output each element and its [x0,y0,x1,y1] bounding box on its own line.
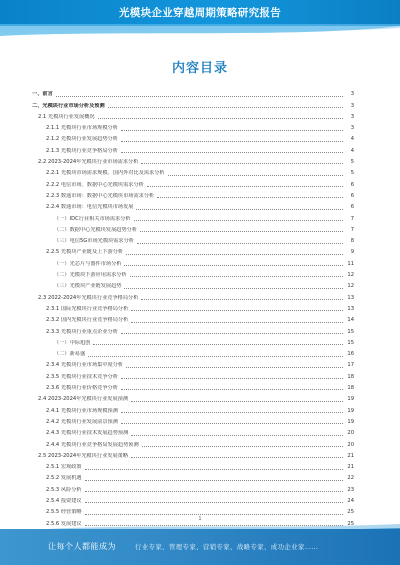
toc-entry[interactable] [32,268,354,279]
toc-entry-label: （二）新易盛 [54,351,86,358]
toc-entry-page: 9 [350,249,354,256]
toc-dot-leader [124,265,343,266]
toc-entry-label: 一、前言 [32,91,53,98]
toc-entry-label: 2.2.2 电信市场、数据中心光模块需求分析 [46,181,144,188]
toc-entry-page: 25 [347,509,354,516]
toc-entry-page: 13 [347,305,354,312]
toc-entry[interactable] [32,471,354,482]
toc-dot-leader [140,231,343,232]
toc-entry[interactable] [32,426,354,437]
toc-dot-leader [56,96,343,97]
toc-entry-label: 2.3.5 光模块行业技术竞争分析 [46,373,118,380]
toc-entry-label: 2.3.4 光模块行业市场集中度分析 [46,362,124,369]
toc-entry-label: 2.2.4 数通市场：电信光模块市场发展 [46,204,134,211]
toc-entry[interactable] [32,98,354,109]
toc-entry-page: 3 [350,102,354,109]
toc-dot-leader [141,163,343,164]
toc-entry[interactable] [32,223,354,234]
toc-entry-page: 19 [347,418,354,425]
toc-entry[interactable] [32,200,354,211]
toc-entry-label: 2.1.3 光模块行业竞争格局分析 [46,147,118,154]
toc-entry-label: （二）数据中心光模块发展趋势分析 [54,226,138,233]
toc-entry[interactable] [32,155,354,166]
toc-dot-leader [136,209,343,210]
toc-entry[interactable] [32,403,354,414]
toc-entry-label: 2.4.4 光模块行业竞争格局发展趋势预测 [46,441,139,448]
toc-dot-leader [131,457,343,458]
toc-entry-label: 2.5.1 宏观政策 [46,464,82,471]
toc-entry[interactable] [32,347,354,358]
toc-entry-page: 20 [347,441,354,448]
toc-entry-page: 7 [350,215,354,222]
toc-entry-label: 2.5.6 发展建议 [46,520,82,527]
toc-dot-leader [131,401,343,402]
toc-entry-label: 2.4.1 光模块行业市场规模预测 [46,407,118,414]
toc-entry-page: 12 [347,272,354,279]
footer-slogan: 让每个人都能成为 [48,542,116,551]
toc-title: 内容目录 [171,61,228,76]
toc-entry[interactable] [32,415,354,426]
toc-entry[interactable] [32,392,354,403]
toc-dot-leader [85,480,343,481]
toc-entry-page: 19 [347,396,354,403]
toc-entry[interactable] [32,279,354,290]
toc-entry-page: 17 [347,362,354,369]
toc-dot-leader [121,378,343,379]
toc-entry-label: 2.3.3 光模块行业重点企业分析 [46,328,118,335]
toc-entry-page: 22 [347,475,354,482]
toc-dot-leader [93,344,343,345]
toc-entry[interactable] [32,336,354,347]
toc-entry[interactable] [32,369,354,380]
toc-entry[interactable] [32,211,354,222]
toc-entry-label: （一）中际旭创 [54,339,91,346]
toc-entry[interactable] [32,132,354,143]
toc-dot-leader [168,175,343,176]
toc-entry-page: 25 [347,520,354,527]
toc-entry-label: 2.3.1 国际光模块行业竞争格局分析 [46,305,129,312]
toc-entry-page: 20 [347,430,354,437]
toc-dot-leader [85,514,343,515]
toc-dot-leader [88,356,343,357]
toc-entry-page: 21 [347,464,354,471]
toc-entry-page: 12 [347,283,354,290]
toc-entry[interactable] [32,482,354,493]
toc-entry-label: 2.5.2 发展机遇 [46,475,82,482]
toc-entry-page: 6 [350,192,354,199]
toc-entry-label: 2.2.1 光模块市场需求规模、国内外对比及需求分析 [46,170,165,177]
toc-dot-leader [121,152,343,153]
toc-entry[interactable] [32,256,354,267]
toc-entry-page: 19 [347,407,354,414]
toc-entry-page: 4 [350,136,354,143]
footer-tagline: 行业专家、管理专家、营销专家、战略专家、成功企业家…… [135,543,319,551]
toc-dot-leader [141,299,343,300]
toc-entry[interactable] [32,234,354,245]
toc-entry-page: 6 [350,204,354,211]
toc-entry-label: 2.1 光模块行业发展概况 [38,113,95,120]
toc-dot-leader [130,276,343,277]
toc-entry-label: （三）光模块产业链发展趋势 [54,283,122,290]
toc-dot-leader [121,333,343,334]
toc-entry-page: 3 [350,113,354,120]
toc-entry[interactable] [32,177,354,188]
toc-entry-label: （三）电信5G市场光模块需求分析 [54,238,134,245]
toc-entry[interactable] [32,449,354,460]
toc-entry-label: 2.2.5 光模块产业链及上下游分析 [46,249,124,256]
toc-dot-leader [142,446,343,447]
toc-entry-label: 2.4.2 光模块行业发展前景预测 [46,418,118,425]
toc-dot-leader [85,502,343,503]
toc-entry-page: 18 [347,373,354,380]
toc-dot-leader [108,107,343,108]
toc-dot-leader [121,412,343,413]
toc-entry-page: 18 [347,385,354,392]
toc-dot-leader [124,288,343,289]
toc-entry-label: （一）IDC行业相关市场需求分析 [54,215,131,222]
toc-entry-label: （二）光模块下游应用需求分析 [54,272,127,279]
toc-entry-label: 2.5.3 风险分析 [46,486,82,493]
toc-dot-leader [131,310,343,311]
toc-entry[interactable] [32,381,354,392]
toc-entry-page: 24 [347,497,354,504]
toc-dot-leader [98,118,343,119]
toc-entry-page: 14 [347,317,354,324]
toc-entry-label: 2.3.2 国内光模块行业竞争格局分析 [46,317,129,324]
toc-dot-leader [126,254,343,255]
toc-dot-leader [131,322,343,323]
toc-entry[interactable] [32,166,354,177]
report-title: 光模块企业穿越周期策略研究报告 [119,7,281,19]
toc-dot-leader [157,197,343,198]
toc-dot-leader [85,491,343,492]
toc-entry-label: 2.1.2 光模块行业发展趋势分析 [46,136,118,143]
toc-entry-page: 15 [347,328,354,335]
toc-entry[interactable] [32,290,354,301]
toc-entry-label: 2.5 2023-2024年光模块行业发展策略 [38,452,129,459]
table-of-contents [32,87,354,539]
toc-entry-page: 3 [350,125,354,132]
toc-entry-page: 8 [350,238,354,245]
toc-entry-page: 7 [350,226,354,233]
toc-dot-leader [85,469,343,470]
toc-entry-label: 2.2 2023-2024年光模块行业市场需求分析 [38,159,139,166]
toc-entry-page: 5 [350,170,354,177]
toc-entry[interactable] [32,494,354,505]
toc-entry-label: 2.5.5 经营策略 [46,509,82,516]
toc-entry-page: 23 [347,486,354,493]
toc-entry[interactable] [32,302,354,313]
toc-entry-page: 3 [350,91,354,98]
toc-dot-leader [121,423,343,424]
toc-entry-page: 16 [347,351,354,358]
toc-dot-leader [137,243,343,244]
toc-entry-label: 2.1.1 光模块行业市场规模分析 [46,125,118,132]
toc-entry-page: 5 [350,159,354,166]
toc-entry-label: 2.4 2023-2024年光模块行业发展预测 [38,396,129,403]
toc-dot-leader [147,186,343,187]
toc-entry-label: 2.3 2022-2024年光模块行业竞争格局分析 [38,294,139,301]
toc-dot-leader [121,130,343,131]
toc-entry-label: 二、光模块行业市场分析及预测 [32,102,105,109]
toc-entry[interactable] [32,143,354,154]
toc-entry-page: 6 [350,181,354,188]
toc-entry[interactable] [32,313,354,324]
toc-entry-page: 4 [350,147,354,154]
toc-dot-leader [134,220,343,221]
toc-entry-label: 2.3.6 光模块行业价格竞争分析 [46,385,118,392]
toc-entry[interactable] [32,460,354,471]
toc-entry[interactable] [32,437,354,448]
toc-entry[interactable] [32,87,354,98]
toc-entry[interactable] [32,110,354,121]
toc-entry-label: （一）光芯片与器件市场分析 [54,260,122,267]
toc-entry[interactable] [32,245,354,256]
toc-entry-label: 2.5.4 投资建议 [46,497,82,504]
toc-entry-page: 21 [347,452,354,459]
toc-entry-label: 2.2.3 数通市场：数据中心光模块市场需求分析 [46,192,155,199]
toc-dot-leader [121,141,343,142]
toc-dot-leader [126,367,343,368]
page-number: 1 [198,516,202,522]
toc-entry[interactable] [32,505,354,516]
toc-entry[interactable] [32,324,354,335]
toc-entry[interactable] [32,121,354,132]
toc-entry-label: 2.4.3 光模块行业技术发展趋势预测 [46,430,129,437]
toc-entry[interactable] [32,189,354,200]
header-wave-decoration [0,24,400,38]
toc-dot-leader [131,435,343,436]
toc-entry-page: 11 [347,260,354,267]
toc-entry[interactable] [32,358,354,369]
toc-dot-leader [121,389,343,390]
toc-entry-page: 13 [347,294,354,301]
toc-entry-page: 15 [347,339,354,346]
